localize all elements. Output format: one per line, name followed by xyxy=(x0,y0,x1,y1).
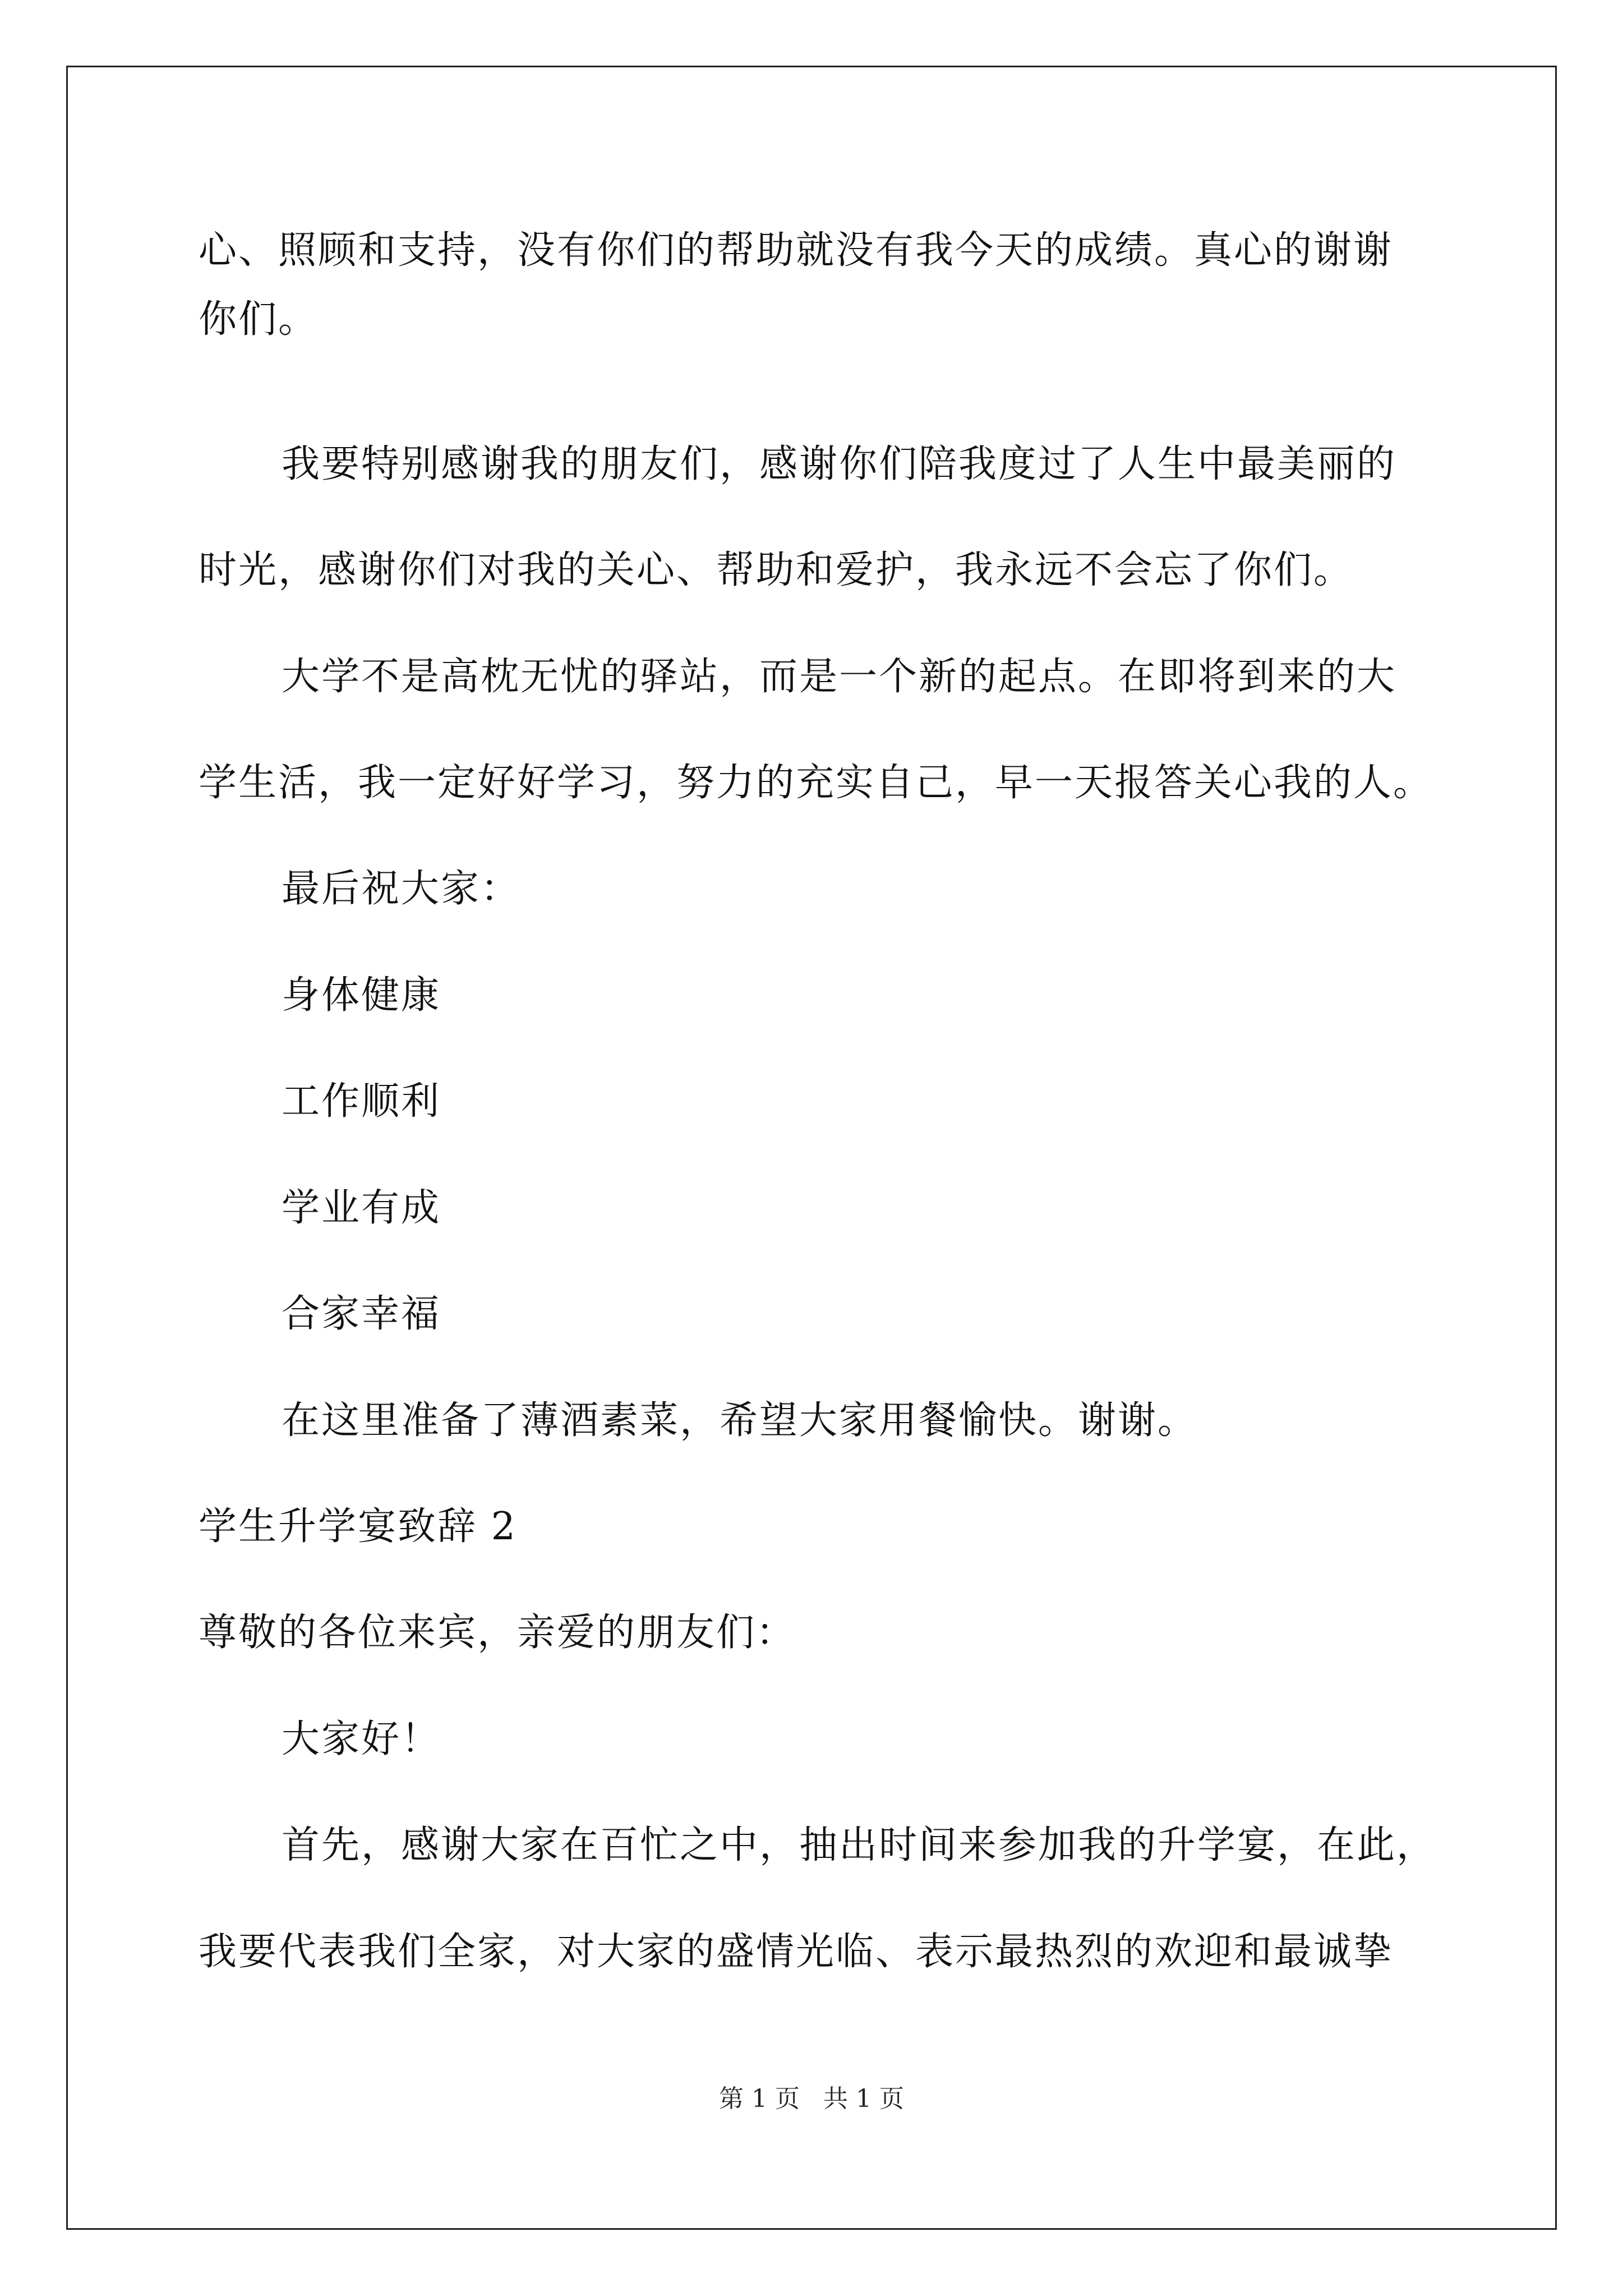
text-line: 尊敬的各位来宾，亲爱的朋友们： xyxy=(199,1611,796,1655)
page-number: 第 1 页 xyxy=(719,2085,800,2113)
text-line: 学业有成 xyxy=(282,1186,441,1230)
section-heading: 学生升学宴致辞 2 xyxy=(199,1504,517,1549)
page-total: 共 1 页 xyxy=(823,2085,904,2113)
text-line: 身体健康 xyxy=(282,973,441,1018)
text-line: 大家好！ xyxy=(282,1717,441,1761)
text-line: 工作顺利 xyxy=(282,1079,441,1124)
page-footer xyxy=(0,2083,1623,2115)
text-line: 我要代表我们全家，对大家的盛情光临、表示最热烈的欢迎和最诚挚 xyxy=(199,1930,1394,1974)
text-line: 我要特别感谢我的朋友们，感谢你们陪我度过了人生中最美丽的 xyxy=(282,442,1397,486)
text-line: 学生活，我一定好好学习，努力的充实自己，早一天报答关心我的人。 xyxy=(199,761,1433,805)
text-line: 合家幸福 xyxy=(282,1292,441,1336)
page-border xyxy=(66,66,1557,2230)
text-line: 在这里准备了薄酒素菜，希望大家用餐愉快。谢谢。 xyxy=(282,1398,1198,1443)
text-line: 大学不是高枕无忧的驿站，而是一个新的起点。在即将到来的大 xyxy=(282,655,1397,699)
text-line: 首先，感谢大家在百忙之中，抽出时间来参加我的升学宴，在此， xyxy=(282,1823,1437,1867)
text-line: 最后祝大家： xyxy=(282,867,521,911)
text-line: 心、照顾和支持，没有你们的帮助就没有我今天的成绩。真心的谢谢 xyxy=(199,228,1394,273)
text-line: 你们。 xyxy=(199,297,319,342)
text-line: 时光，感谢你们对我的关心、帮助和爱护，我永远不会忘了你们。 xyxy=(199,548,1354,592)
